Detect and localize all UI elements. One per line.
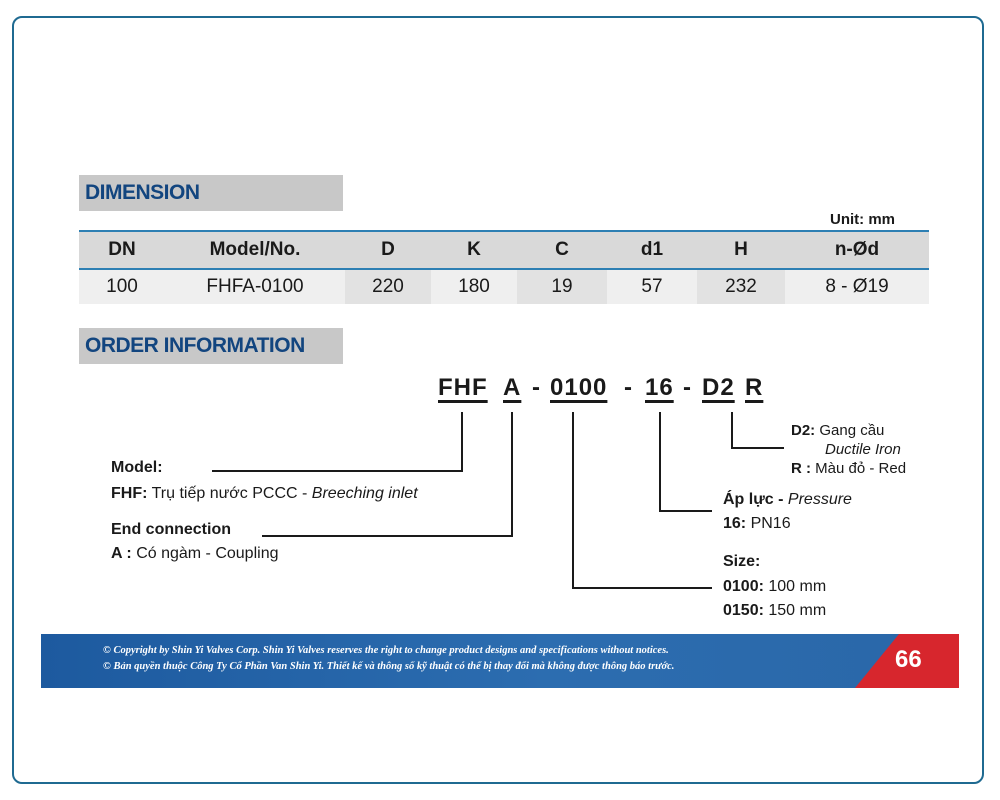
material-r: R : Màu đỏ - Red (791, 460, 907, 477)
code-dash: - (683, 374, 692, 401)
table-cell: FHFA-0100 (165, 269, 345, 304)
header-cell: n-Ød (785, 231, 929, 269)
header-cell: d1 (607, 231, 697, 269)
dimension-title: DIMENSION (79, 175, 343, 211)
code-dash: - (532, 374, 541, 401)
size-option-0100: 0100: 100 mm (723, 578, 827, 595)
code-pressure: 16 (645, 374, 674, 401)
copyright-text (103, 643, 674, 675)
code-fhf: FHF (438, 374, 488, 401)
header-cell: DN (79, 231, 165, 269)
end-connection-description: A : Có ngàm - Coupling (111, 545, 279, 562)
code-d2: D2 (702, 374, 735, 401)
table-cell: 100 (79, 269, 165, 304)
table-header-row (79, 231, 929, 269)
header-cell: H (697, 231, 785, 269)
unit-label: Unit: mm (830, 211, 895, 228)
table-row (79, 269, 929, 304)
dimension-table (79, 230, 929, 304)
table-cell: 180 (431, 269, 517, 304)
pressure-value: 16: PN16 (723, 515, 791, 532)
table-cell: 220 (345, 269, 431, 304)
table-cell: 232 (697, 269, 785, 304)
code-size: 0100 (550, 374, 608, 401)
footer-banner (41, 634, 959, 688)
order-information-title: ORDER INFORMATION (79, 328, 343, 364)
table-cell: 19 (517, 269, 607, 304)
code-r: R (745, 374, 764, 401)
material-d2-en: Ductile Iron (825, 441, 901, 458)
copyright-line-vi: © Bản quyền thuộc Công Ty Cổ Phần Van Shin Yi. Thiết kế và thông số kỹ thuật có thể bị thay đổi mà không được thông báo trước. (103, 661, 675, 672)
pressure-label: Áp lực - Pressure (723, 491, 852, 508)
header-cell: D (345, 231, 431, 269)
size-label: Size: (723, 553, 761, 570)
page-number: 66 (895, 646, 922, 673)
table-cell: 8 - Ø19 (785, 269, 929, 304)
table-cell: 57 (607, 269, 697, 304)
size-option-0150: 0150: 150 mm (723, 602, 827, 619)
header-cell: K (431, 231, 517, 269)
model-label: Model: (111, 459, 163, 476)
code-a: A (503, 374, 522, 401)
code-dash: - (624, 374, 633, 401)
end-connection-label: End connection (111, 521, 231, 538)
header-cell: Model/No. (165, 231, 345, 269)
header-cell: C (517, 231, 607, 269)
material-d2: D2: Gang cầu (791, 422, 885, 439)
copyright-line-en: © Copyright by Shin Yi Valves Corp. Shin Yi Valves reserves the right to change product designs and specifications without notices. (103, 645, 669, 656)
model-description: FHF: Trụ tiếp nước PCCC - Breeching inlet (111, 485, 418, 502)
